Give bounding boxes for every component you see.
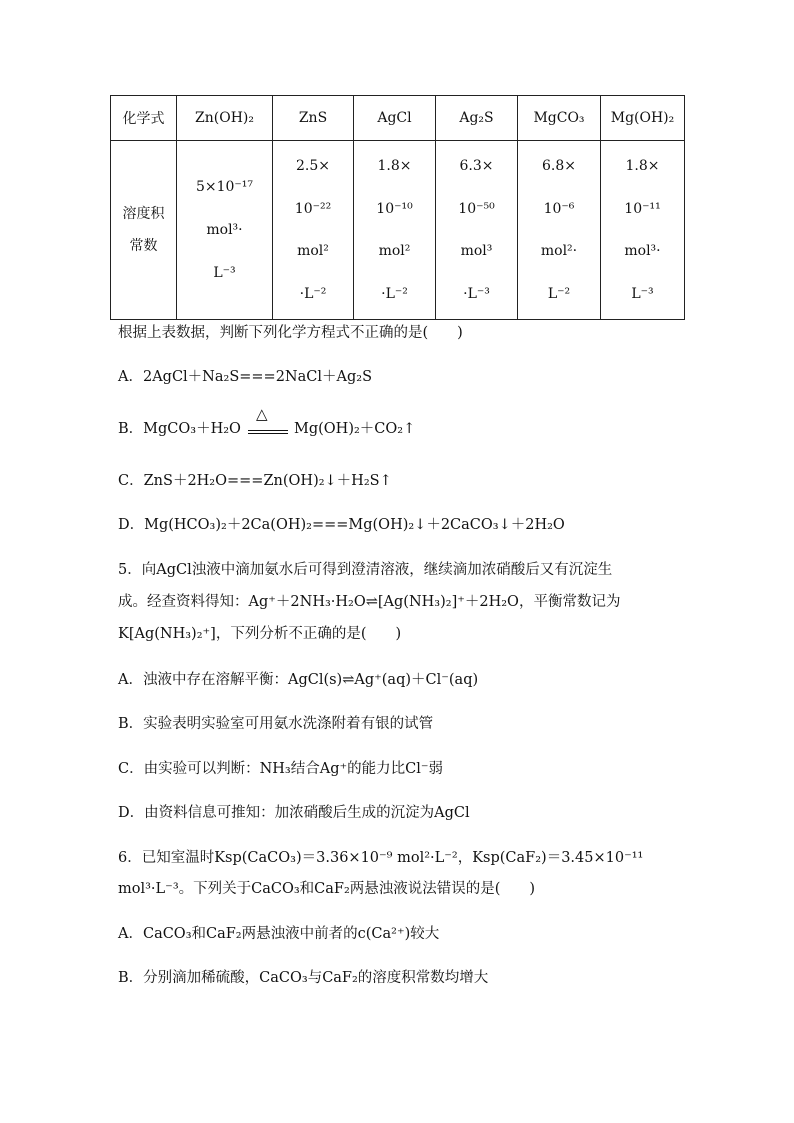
- q5-option-b: B．实验表明实验室可用氨水洗涤附着有银的试管: [118, 716, 434, 732]
- row-label-line: 溶度积: [122, 206, 165, 222]
- row-label-cell: [111, 141, 177, 320]
- ksp-line: 10⁻²²: [294, 200, 332, 217]
- row-label-line: 常数: [129, 238, 158, 254]
- q4-option-b-end: Mg(OH)₂＋CO₂↑: [294, 421, 416, 437]
- q4-option-c: C．ZnS＋2H₂O===Zn(OH)₂↓＋H₂S↑: [118, 473, 392, 489]
- heat-triangle-symbol: △: [256, 405, 268, 423]
- q5-stem-line: K[Ag(NH₃)₂⁺]，下列分析不正确的是( ): [118, 626, 402, 642]
- table-header-cell: AgCl: [354, 96, 436, 141]
- q6-stem-line: 6．已知室温时Ksp(CaCO₃)＝3.36×10⁻⁹ mol²·L⁻²，Ksp(CaF₂)＝3.45×10⁻¹¹: [118, 850, 644, 866]
- ksp-line: 6.8×: [542, 158, 576, 174]
- table-header-cell: Mg(OH)₂: [601, 96, 685, 141]
- table-header-cell: Zn(OH)₂: [177, 96, 273, 141]
- ksp-line: ·L⁻²: [381, 285, 408, 302]
- q4-stem: 根据上表数据，判断下列化学方程式不正确的是( ): [118, 325, 463, 341]
- ksp-line: 10⁻¹⁰: [376, 200, 413, 217]
- q5-stem-line: 5．向AgCl浊液中滴加氨水后可得到澄清溶液，继续滴加浓硝酸后又有沉淀生: [118, 562, 613, 578]
- q4-option-d: D．Mg(HCO₃)₂＋2Ca(OH)₂===Mg(OH)₂↓＋2CaCO₃↓＋2H₂O: [118, 517, 565, 533]
- ksp-line: 5×10⁻¹⁷: [195, 178, 254, 195]
- ksp-line: L⁻³: [631, 285, 654, 302]
- q5-option-c: C．由实验可以判断：NH₃结合Ag⁺的能力比Cl⁻弱: [118, 761, 444, 777]
- ksp-line: mol³·: [206, 221, 243, 238]
- q4-option-b-start: B．MgCO₃＋H₂O: [118, 421, 241, 437]
- ksp-cell-agcl: [354, 141, 436, 320]
- ksp-cell-znoh2: [177, 141, 273, 320]
- ksp-line: mol²·: [540, 243, 578, 260]
- ksp-cell-mgoh2: [601, 141, 685, 320]
- q6-option-a: A．CaCO₃和CaF₂两悬浊液中前者的c(Ca²⁺)较大: [118, 926, 440, 942]
- q5-stem-line: 成。经查资料得知：Ag⁺＋2NH₃·H₂O⇌[Ag(NH₃)₂]⁺＋2H₂O，平衡常数记为: [118, 594, 621, 610]
- ksp-line: 1.8×: [625, 158, 660, 174]
- ksp-line: 10⁻¹¹: [624, 200, 661, 217]
- solubility-product-table: [110, 95, 685, 320]
- q6-option-b: B．分别滴加稀硫酸，CaCO₃与CaF₂的溶度积常数均增大: [118, 970, 489, 986]
- ksp-line: ·L⁻³: [463, 285, 490, 302]
- table-header-row: [111, 96, 685, 141]
- table-header-cell: ZnS: [273, 96, 354, 141]
- ksp-line: L⁻³: [213, 265, 236, 282]
- ksp-line: 10⁻⁵⁰: [458, 200, 495, 217]
- ksp-line: L⁻²: [547, 285, 571, 302]
- ksp-line: 10⁻⁶: [543, 200, 575, 217]
- table-header-cell: MgCO₃: [518, 96, 601, 141]
- ksp-cell-zns: [273, 141, 354, 320]
- q5-option-a: A．浊液中存在溶解平衡：AgCl(s)⇌Ag⁺(aq)＋Cl⁻(aq): [118, 672, 479, 688]
- equals-double-line: [248, 430, 288, 434]
- table-header-cell: Ag₂S: [436, 96, 518, 141]
- ksp-line: mol²: [297, 243, 329, 260]
- ksp-line: 6.3×: [459, 158, 494, 174]
- table-value-row: [111, 141, 685, 320]
- ksp-line: mol³·: [624, 243, 661, 260]
- ksp-cell-mgco3: [518, 141, 601, 320]
- ksp-line: 1.8×: [377, 158, 412, 174]
- ksp-line: ·L⁻²: [299, 285, 327, 302]
- ksp-line: mol³: [460, 243, 493, 260]
- q6-stem-line: mol³·L⁻³。下列关于CaCO₃和CaF₂两悬浊液说法错误的是( ): [118, 881, 536, 897]
- q5-option-d: D．由资料信息可推知：加浓硝酸后生成的沉淀为AgCl: [118, 805, 470, 821]
- ksp-line: 2.5×: [296, 158, 330, 174]
- q4-option-a: A．2AgCl＋Na₂S===2NaCl＋Ag₂S: [118, 369, 372, 385]
- ksp-cell-ag2s: [436, 141, 518, 320]
- table-header-cell: 化学式: [111, 96, 177, 141]
- ksp-line: mol²: [378, 243, 411, 260]
